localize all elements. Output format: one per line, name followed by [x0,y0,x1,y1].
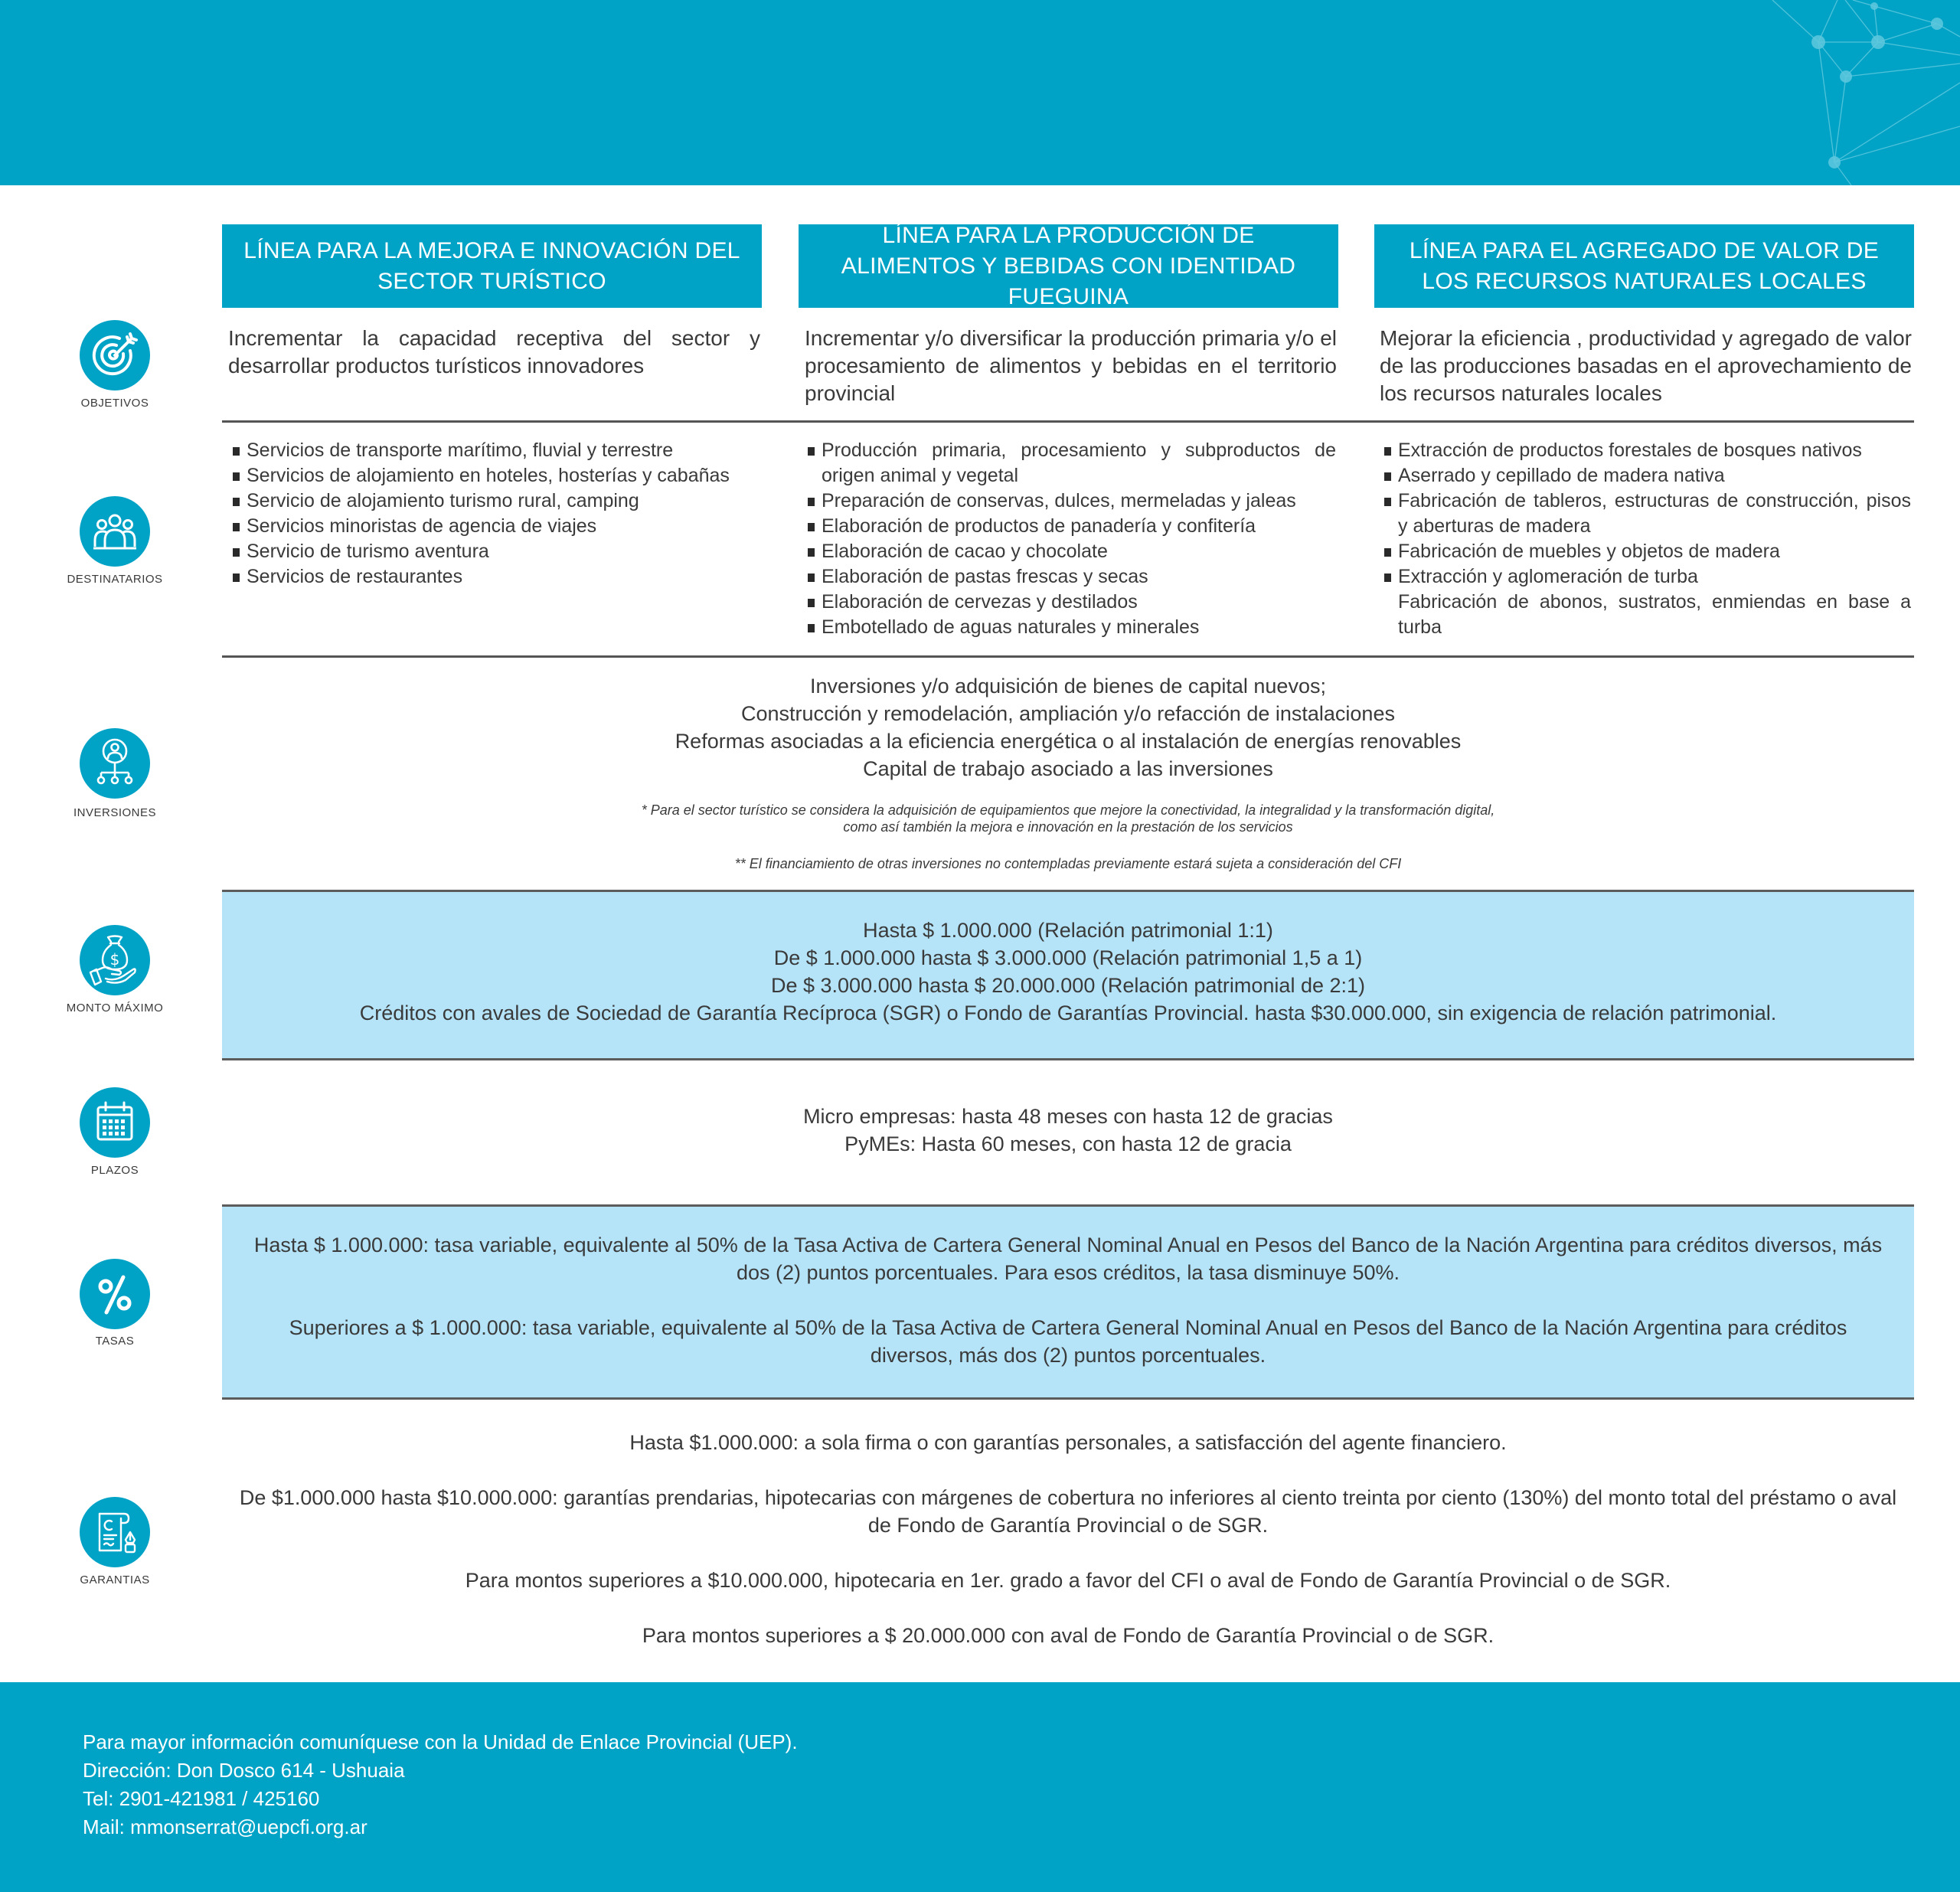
footnote-line: como así también la mejora e innovación en la prestación de los servicios [843,819,1293,835]
footer-band [0,1682,1960,1892]
section-label-plazos: PLAZOS [90,1164,139,1177]
list-item: Extracción y aglomeración de turba [1383,564,1911,590]
line-header-alimentos [799,224,1338,308]
list-item: Fabricación de muebles y objetos de madera [1383,539,1911,564]
destinatarios-list-alimentos [806,438,1336,640]
network-decoration-icon [0,0,1960,185]
list-item: Servicios de alojamiento en hoteles, hosterías y cabañas [231,463,767,489]
inversiones-footnote-1 [222,802,1914,835]
svg-text:$: $ [109,950,120,969]
inversion-item: Construcción y remodelación, ampliación y/o refacción de instalaciones [741,702,1395,725]
monto-item: De $ 3.000.000 hasta $ 20.000.000 (Relación patrimonial de 2:1) [770,974,1366,997]
document-pen-icon [80,1497,150,1567]
list-item: Servicio de turismo aventura [231,539,767,564]
destinatarios-list-turismo [231,438,767,590]
section-label-destinatarios: DESTINATARIOS [67,573,163,586]
people-group-icon [80,496,150,567]
plazo-item: PyMEs: Hasta 60 meses, con hasta 12 de gracia [844,1132,1292,1155]
divider [222,420,1914,423]
target-icon [80,320,150,390]
tasas-paragraph: Hasta $ 1.000.000: tasa variable, equivalente al 50% de la Tasa Activa de Cartera General Nominal Anual en Pesos del Banco de la Nación Argentina para créditos diversos, más dos (2) puntos porcentuales. Para esos créditos, la tasa disminuye 50%. [253,1234,1883,1284]
percent-icon [80,1259,150,1329]
list-item: Elaboración de cervezas y destilados [806,590,1336,615]
section-label-objetivos: OBJETIVOS [80,397,149,410]
contact-email[interactable]: Mail: mmonserrat@uepcfi.org.ar [83,1815,368,1838]
header-band [0,0,1960,185]
contact-address: Dirección: Don Dosco 614 - Ushuaia [83,1759,405,1782]
list-item: Extracción de productos forestales de bosques nativos [1383,438,1911,463]
plazos-list [222,1103,1914,1158]
list-item: Servicios de transporte marítimo, fluvial y terrestre [231,438,767,463]
tasas-paragraph: Superiores a $ 1.000.000: tasa variable, equivalente al 50% de la Tasa Activa de Cartera General Nominal Anual en Pesos del Banco de la Nación Argentina para créditos diversos, más dos (2) puntos porcentuales. [289,1316,1847,1367]
contact-info [83,1728,798,1841]
list-item: Elaboración de pastas frescas y secas [806,564,1336,590]
list-item: Aserrado y cepillado de madera nativa [1383,463,1911,489]
money-bag-hand-icon [80,925,150,995]
divider [222,655,1914,658]
section-label-monto-maximo: MONTO MÁXIMO [66,1002,164,1015]
objetivo-text: Incrementar y/o diversificar la producción primaria y/o el procesamiento de alimentos y bebidas en el territorio provincial [805,326,1337,405]
section-label-tasas: TASAS [95,1335,135,1348]
list-item: Embotellado de aguas naturales y minerales [806,615,1336,640]
destinatarios-list-recursos [1383,438,1911,640]
line-title: LÍNEA PARA EL AGREGADO DE VALOR DE LOS RECURSOS NATURALES LOCALES [1409,237,1880,294]
monto-item: De $ 1.000.000 hasta $ 3.000.000 (Relación patrimonial 1,5 a 1) [773,946,1363,969]
contact-phone[interactable]: Tel: 2901-421981 / 425160 [83,1787,320,1810]
monto-item: Créditos con avales de Sociedad de Garantía Recíproca (SGR) o Fondo de Garantías Provincial. hasta $30.000.000, sin exigencia de relación patrimonial. [359,1002,1777,1024]
objetivo-text: Mejorar la eficiencia , productividad y agregado de valor de las producciones basadas en el aprovechamiento de los recursos naturales locales [1380,326,1912,405]
list-item: Fabricación de abonos, sustratos, enmiendas en base a turba [1398,591,1911,638]
garantias-paragraph: Para montos superiores a $ 20.000.000 con aval de Fondo de Garantía Provincial o de SGR. [642,1624,1494,1647]
inversiones-footnote-2: ** El financiamiento de otras inversiones no contempladas previamente estará sujeta a consideración del CFI [734,856,1402,871]
line-title: LÍNEA PARA LA PRODUCCIÓN DE ALIMENTOS Y BEBIDAS CON IDENTIDAD FUEGUINA [841,222,1296,309]
garantias-paragraph: Hasta $1.000.000: a sola firma o con garantías personales, a satisfacción del agente financiero. [629,1431,1507,1454]
line-header-turismo [222,224,762,308]
monto-item: Hasta $ 1.000.000 (Relación patrimonial 1:1) [863,919,1273,942]
contact-intro: Para mayor información comuníquese con la Unidad de Enlace Provincial (UEP). [83,1730,798,1753]
list-item: Elaboración de productos de panadería y confitería [806,514,1336,539]
line-title: LÍNEA PARA LA MEJORA E INNOVACIÓN DEL SECTOR TURÍSTICO [243,237,740,294]
inversion-item: Reformas asociadas a la eficiencia energética o al instalación de energías renovables [675,730,1462,753]
list-item: Producción primaria, procesamiento y subproductos de origen animal y vegetal [806,438,1336,489]
inversiones-list [222,672,1914,783]
inversion-item: Inversiones y/o adquisición de bienes de capital nuevos; [810,675,1326,698]
list-item: Servicio de alojamiento turismo rural, camping [231,489,767,514]
section-label-inversiones: INVERSIONES [73,806,157,819]
line-header-recursos [1374,224,1914,308]
monto-maximo-list [222,917,1914,1027]
list-item: Servicios minoristas de agencia de viajes [231,514,767,539]
list-item: Servicios de restaurantes [231,564,767,590]
person-network-icon [80,728,150,799]
plazo-item: Micro empresas: hasta 48 meses con hasta 12 de gracias [803,1105,1333,1128]
garantias-paragraph: Para montos superiores a $10.000.000, hipotecaria en 1er. grado a favor del CFI o aval de Fondo de Garantía Provincial o de SGR. [465,1569,1671,1592]
objetivo-text: Incrementar la capacidad receptiva del sector y desarrollar productos turísticos innovadores [228,326,760,377]
section-label-garantias: GARANTIAS [80,1573,150,1586]
garantias-paragraph: De $1.000.000 hasta $10.000.000: garantías prendarias, hipotecarias con márgenes de cobertura no inferiores al ciento treinta por ciento (130%) del monto total del préstamo o aval de Fondo de Garantía Provincial o de SGR. [239,1486,1897,1537]
inversion-item: Capital de trabajo asociado a las inversiones [863,757,1273,780]
calendar-icon [80,1087,150,1158]
list-item: Preparación de conservas, dulces, mermeladas y jaleas [806,489,1336,514]
list-item: Elaboración de cacao y chocolate [806,539,1336,564]
footnote-line: * Para el sector turístico se considera la adquisición de equipamientos que mejore la conectividad, la integralidad y la transformación digital, [641,802,1495,818]
list-item: Fabricación de tableros, estructuras de construcción, pisos y aberturas de madera [1383,489,1911,539]
